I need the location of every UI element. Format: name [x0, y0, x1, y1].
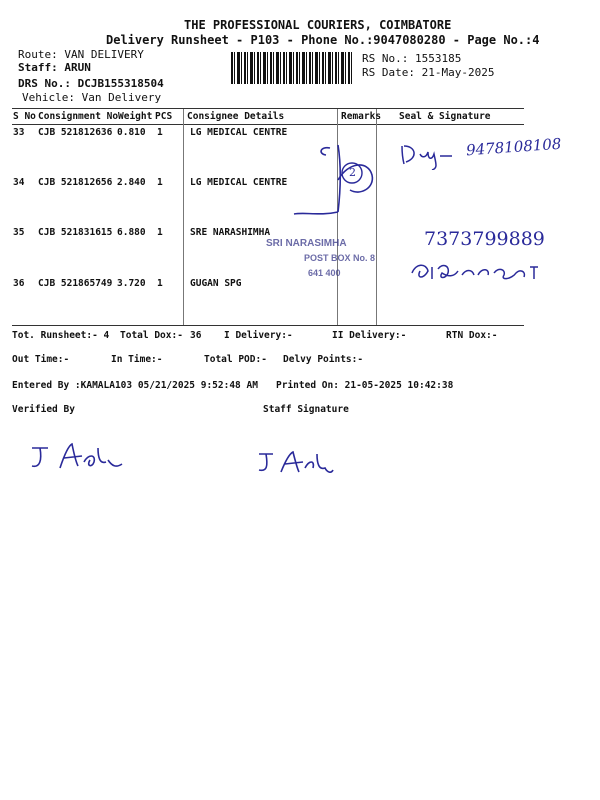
handwritten-phone: 9478108108 — [465, 134, 562, 160]
stamp-line: 641 400 — [308, 268, 341, 278]
table-bottom-rule — [12, 325, 524, 326]
table-row-weight: 6.880 — [117, 227, 146, 238]
col-header-consignee: Consignee Details — [187, 111, 285, 122]
staff-signature-label: Staff Signature — [263, 404, 349, 415]
vehicle-label: Vehicle: Van Delivery — [22, 91, 162, 104]
table-row-weight: 3.720 — [117, 278, 146, 289]
tot-runsheet: Tot. Runsheet:- 4 — [12, 330, 110, 341]
table-row-consignment: CJB 521812656 — [38, 177, 113, 188]
runsheet-title: Delivery Runsheet - P103 - Phone No.:9047080280 - Page No.:4 — [106, 33, 540, 47]
out-time: Out Time:- — [12, 354, 70, 365]
company-name: THE PROFESSIONAL COURIERS, COIMBATORE — [184, 18, 452, 32]
table-row-pcs: 1 — [157, 227, 163, 238]
in-time: In Time:- — [111, 354, 163, 365]
i-delivery: I Delivery:- — [224, 330, 293, 341]
table-header-rule — [12, 124, 524, 125]
table-row-pcs: 1 — [157, 278, 163, 289]
staff-label: Staff: ARUN — [18, 61, 91, 74]
table-row-sno: 36 — [13, 278, 25, 289]
col-header-weight: Weight — [118, 111, 153, 122]
stamp-line: POST BOX No. 8 — [304, 253, 376, 263]
table-row-consignment: CJB 521865749 — [38, 278, 113, 289]
remark-mark: 2 — [349, 166, 356, 179]
table-top-rule — [12, 108, 524, 109]
col-header-pcs: PCS — [155, 111, 173, 122]
delvy-points: Delvy Points:- — [283, 354, 364, 365]
col-header-remarks: Remarks — [341, 111, 382, 122]
rtn-dox: RTN Dox:- — [446, 330, 498, 341]
table-row-pcs: 1 — [157, 127, 163, 138]
table-row-sno: 34 — [13, 177, 25, 188]
table-row-sno: 35 — [13, 227, 25, 238]
total-dox-value: 36 — [190, 330, 202, 341]
staff-signature — [255, 446, 335, 478]
barcode — [231, 52, 353, 84]
col-header-seal: Seal & Signature — [399, 111, 491, 122]
col-header-consignment: Consignment No — [38, 111, 119, 122]
column-divider — [183, 109, 184, 325]
table-row-consignee: SRE NARASHIMHA — [190, 227, 271, 238]
table-row-pcs: 1 — [157, 177, 163, 188]
table-row-weight: 0.810 — [117, 127, 146, 138]
remark-scribble — [290, 140, 385, 225]
printed-on: Printed On: 21-05-2025 10:42:38 — [276, 380, 454, 391]
handwritten-phone: 7373799889 — [424, 228, 545, 250]
table-row-consignment: CJB 521831615 — [38, 227, 113, 238]
total-pod: Total POD:- — [204, 354, 267, 365]
ii-delivery: II Delivery:- — [332, 330, 407, 341]
entered-by: Entered By :KAMALA103 05/21/2025 9:52:48 AM — [12, 380, 258, 391]
table-row-consignee: LG MEDICAL CENTRE — [190, 177, 288, 188]
table-row-consignee: GUGAN SPG — [190, 278, 242, 289]
table-row-consignment: CJB 521812636 — [38, 127, 113, 138]
stamp-line: SRI NARASIMHA — [266, 238, 347, 249]
route-label: Route: VAN DELIVERY — [18, 48, 144, 61]
rs-number: RS No.: 1553185 — [362, 52, 462, 65]
total-dox-label: Total Dox:- — [120, 330, 183, 341]
table-row-weight: 2.840 — [117, 177, 146, 188]
table-row-sno: 33 — [13, 127, 25, 138]
signature-row33 — [398, 140, 458, 170]
verifier-signature — [26, 438, 126, 474]
rs-date: RS Date: 21-May-2025 — [362, 66, 495, 79]
verified-by-label: Verified By — [12, 404, 75, 415]
table-row-consignee: LG MEDICAL CENTRE — [190, 127, 288, 138]
signature-row35 — [408, 259, 556, 285]
col-header-sno: S No — [13, 111, 36, 122]
drs-number: DRS No.: DCJB155318504 — [18, 77, 164, 90]
